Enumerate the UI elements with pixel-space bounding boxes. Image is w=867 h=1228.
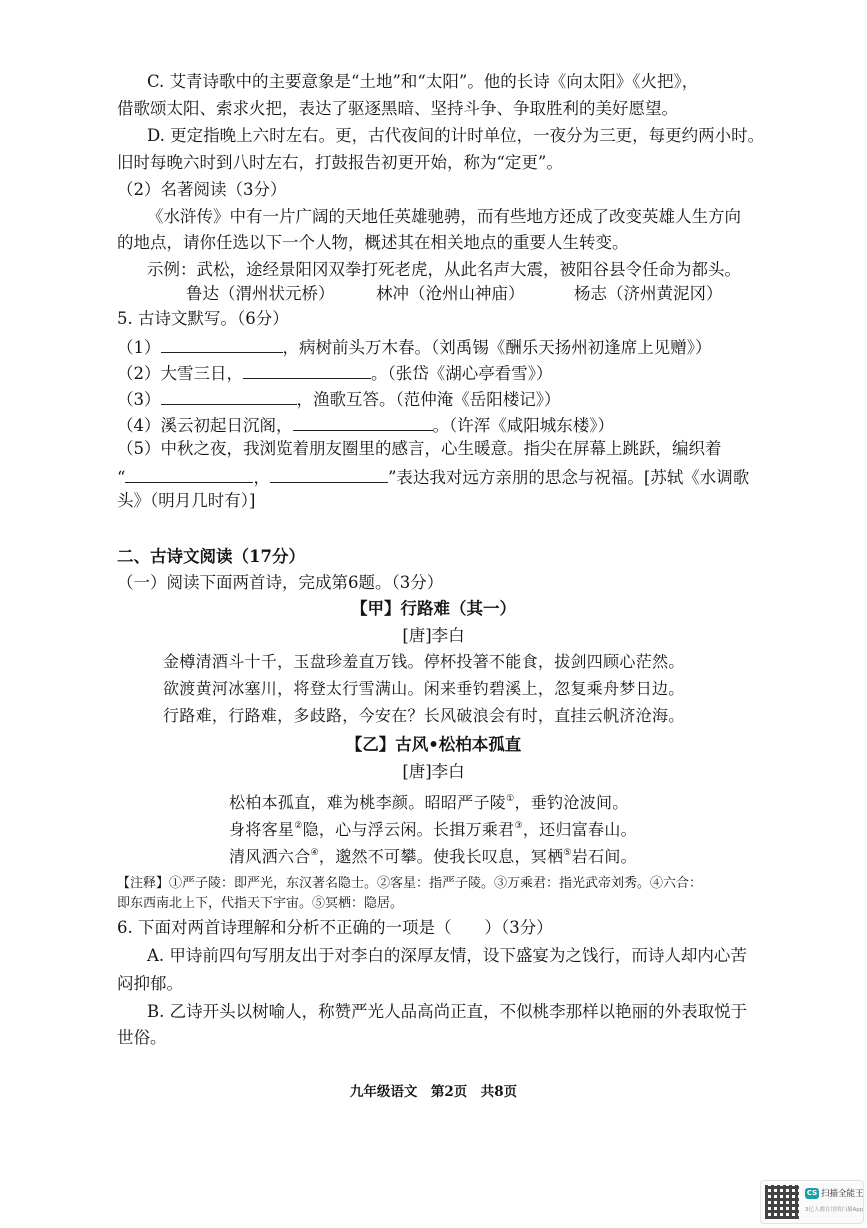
verse-text: 岩石间。 <box>571 847 637 866</box>
verse-text: ，还归富春山。 <box>522 820 637 839</box>
q6-option-b-line1: B. 乙诗开头以树喻人，称赞严光人品高尚正直，不似桃李那样以艳丽的外表取悦于 <box>147 1002 748 1021</box>
footnote-marker: ④ <box>310 848 319 858</box>
footnote-marker: ① <box>506 794 515 804</box>
q5-item-1-number: （1） <box>117 338 161 357</box>
classic-reading-option-2: 林冲（沧州山神庙） <box>376 284 525 303</box>
qr-code-icon <box>765 1185 799 1219</box>
verse-text: 隐，心与浮云闲。长揖万乘君 <box>302 820 515 839</box>
poem-yi-line-2 <box>229 814 637 842</box>
scanner-watermark <box>760 1180 864 1224</box>
comma: ， <box>253 468 270 487</box>
answer-blank[interactable] <box>161 385 297 405</box>
poem-yi-line-1 <box>229 787 629 815</box>
answer-blank[interactable] <box>270 463 388 483</box>
q6-option-a-line2: 闷抑郁。 <box>117 974 183 993</box>
poem-jia-line-2: 欲渡黄河冰塞川，将登太行雪满山。闲来垂钓碧溪上，忽复乘舟梦日边。 <box>163 679 685 698</box>
q5-item-5-line1: （5）中秋之夜，我浏览着朋友圈里的感言，心生暖意。指尖在屏幕上跳跃，编织着 <box>117 439 722 458</box>
q5-item-2-text: 。（张岱《湖心亭看雪》） <box>371 364 553 383</box>
classic-reading-heading: （2）名著阅读（3分） <box>117 180 287 199</box>
answer-blank[interactable] <box>293 411 433 431</box>
q5-item-5-tail: ”表达我对远方亲朋的思念与祝福。[苏轼《水调歌 <box>387 468 750 487</box>
watermark-app-name: 扫描全能王 <box>821 1189 864 1199</box>
q5-item-3-text: ，渔歌互答。（范仲淹《岳阳楼记》） <box>296 390 561 409</box>
poem-jia-line-1: 金樽清酒斗十千，玉盘珍羞直万钱。停杯投箸不能食，拔剑四顾心茫然。 <box>163 652 685 671</box>
q5-item-1-text: ，病树前头万木春。（刘禹锡《酬乐天扬州初逢席上见赠》） <box>282 338 712 357</box>
q6-option-a-line1: A. 甲诗前四句写朋友出于对李白的深厚友情，设下盛宴为之饯行，而诗人却内心苦 <box>147 946 747 965</box>
q5-item-3 <box>117 385 561 412</box>
footnote-marker: ③ <box>514 821 523 831</box>
camscanner-logo-icon: CS <box>806 1189 818 1197</box>
classic-reading-example: 示例：武松，途经景阳冈双拳打死老虎，从此名声大震，被阳谷县令任命为都头。 <box>147 260 741 279</box>
notes-line-2: 即东西南北上下，代指天下宇宙。⑤冥栖：隐居。 <box>117 896 404 911</box>
poem-jia-author: [唐]李白 <box>402 626 465 645</box>
q5-item-1 <box>117 333 712 360</box>
q6-option-b-line2: 世俗。 <box>117 1028 167 1047</box>
q5-item-2-prefix: （2）大雪三日， <box>117 364 243 383</box>
option-c-line2: 借歌颂太阳、索求火把，表达了驱逐黑暗、坚持斗争、争取胜利的美好愿望。 <box>117 99 678 118</box>
footnote-marker: ⑤ <box>563 848 572 858</box>
open-quote: “ <box>117 468 126 487</box>
section2-heading: 二、古诗文阅读（17分） <box>117 547 305 566</box>
poem-yi-title: 【乙】古风•松柏本孤直 <box>345 735 522 754</box>
footnote-marker: ② <box>294 821 303 831</box>
q5-item-4-prefix: （4）溪云初起日沉阁， <box>117 416 293 435</box>
verse-text: ，邈然不可攀。使我长叹息，冥栖 <box>318 847 564 866</box>
option-d-line1: D. 更定指晚上六时左右。更，古代夜间的计时单位，一夜分为三更，每更约两小时。 <box>147 126 765 145</box>
classic-reading-prompt-line1: 《水浒传》中有一片广阔的天地任英雄驰骋，而有些地方还成了改变英雄人生方向 <box>147 207 741 226</box>
classic-reading-prompt-line2: 的地点，请你任选以下一个人物，概述其在相关地点的重要人生转变。 <box>117 233 629 252</box>
page-footer: 九年级语文 第2页 共8页 <box>349 1084 518 1100</box>
poem-jia-line-3: 行路难，行路难，多歧路，今安在？长风破浪会有时，直挂云帆济沧海。 <box>163 706 685 725</box>
q5-item-2 <box>117 359 553 386</box>
classic-reading-option-1: 鲁达（渭州状元桥） <box>186 284 335 303</box>
answer-blank[interactable] <box>161 333 283 353</box>
verse-text: 清风洒六合 <box>229 847 311 866</box>
q5-heading: 5. 古诗文默写。（6分） <box>117 309 289 328</box>
notes-line-1: 【注释】①严子陵：即严光，东汉著名隐士。②客星：指严子陵。③万乘君：指光武帝刘秀。④六合： <box>117 876 703 891</box>
watermark-tagline: 3亿人都在用的扫描App <box>805 1207 864 1213</box>
answer-blank[interactable] <box>125 463 253 483</box>
q5-item-5-line2 <box>117 463 749 490</box>
option-c-line1: C. 艾青诗歌中的主要意象是“土地”和“太阳”。他的长诗《向太阳》《火把》， <box>147 72 699 91</box>
answer-blank[interactable] <box>243 359 371 379</box>
verse-text: 松柏本孤直，难为桃李颜。昭昭严子陵 <box>229 793 507 812</box>
verse-text: 身将客星 <box>229 820 295 839</box>
q5-item-4-text: 。（许浑《咸阳城东楼》） <box>432 416 614 435</box>
section2-subheading: （一）阅读下面两首诗，完成第6题。（3分） <box>117 573 444 592</box>
q5-item-4 <box>117 411 614 438</box>
poem-yi-line-3 <box>229 841 637 869</box>
classic-reading-option-3: 杨志（济州黄泥冈） <box>574 284 723 303</box>
q6-stem: 6. 下面对两首诗理解和分析不正确的一项是（ ）（3分） <box>117 918 553 937</box>
poem-jia-title: 【甲】行路难（其一） <box>351 599 516 618</box>
option-d-line2: 旧时每晚六时到八时左右，打鼓报告初更开始，称为“定更”。 <box>117 153 563 172</box>
q5-item-5-line3: 头》（明月几时有）] <box>117 491 256 510</box>
q5-item-3-number: （3） <box>117 390 161 409</box>
verse-text: ，垂钓沧波间。 <box>514 793 629 812</box>
poem-yi-author: [唐]李白 <box>402 762 465 781</box>
